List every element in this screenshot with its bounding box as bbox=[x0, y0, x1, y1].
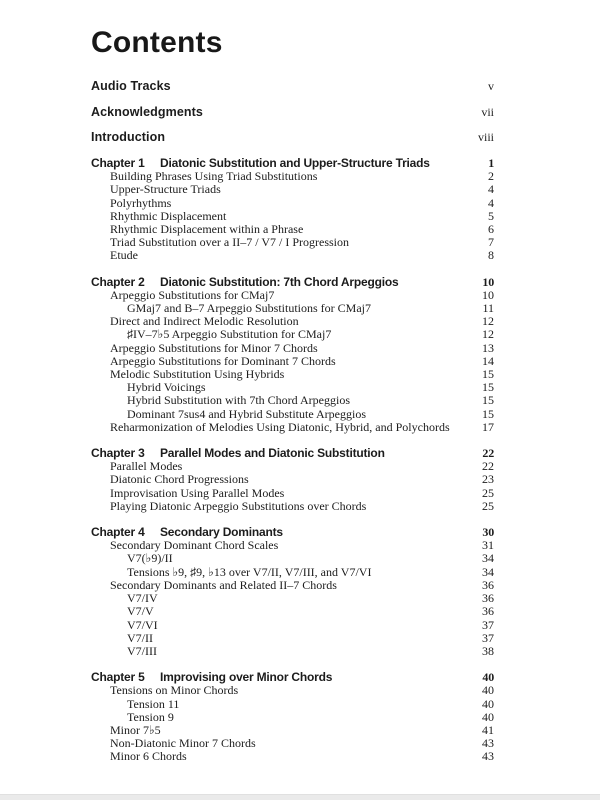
page-number: 36 bbox=[482, 577, 494, 592]
chapter-section bbox=[91, 526, 494, 658]
toc-entry-label: V7/VI bbox=[127, 617, 158, 632]
toc-entry-row bbox=[91, 698, 494, 711]
toc-entry-label: Improvisation Using Parallel Modes bbox=[110, 485, 285, 500]
page-number: 40 bbox=[482, 709, 494, 724]
page-number: 38 bbox=[482, 643, 494, 658]
page-number: 6 bbox=[488, 222, 494, 237]
chapter-list bbox=[91, 157, 494, 764]
page-number: 43 bbox=[482, 749, 494, 764]
toc-entry-row bbox=[91, 500, 494, 513]
chapter-section bbox=[91, 447, 494, 513]
page-number: 14 bbox=[482, 353, 494, 368]
toc-entry-row bbox=[91, 552, 494, 565]
chapter-section bbox=[91, 671, 494, 763]
toc-entry-row bbox=[91, 619, 494, 632]
page-number: 37 bbox=[482, 617, 494, 632]
toc-entry-row bbox=[91, 684, 494, 697]
page-number: 37 bbox=[482, 630, 494, 645]
toc-entry-label: Rhythmic Displacement within a Phrase bbox=[110, 222, 304, 237]
front-matter-list bbox=[91, 80, 494, 144]
toc-entry-label: Polyrhythms bbox=[110, 195, 172, 210]
page-number: 23 bbox=[482, 472, 494, 487]
toc-entry-label: Tensions ♭9, ♯9, ♭13 over V7/II, V7/III, and V7/VI bbox=[127, 564, 372, 579]
toc-entry-label: Building Phrases Using Triad Substitutions bbox=[110, 169, 318, 184]
chapter-number: Chapter 3 bbox=[91, 446, 145, 461]
toc-entry-row bbox=[91, 342, 494, 355]
toc-entry-label: Rhythmic Displacement bbox=[110, 208, 227, 223]
toc-entry-row bbox=[91, 750, 494, 763]
toc-entry-label: Upper-Structure Triads bbox=[110, 182, 221, 197]
chapter-title: Diatonic Substitution: 7th Chord Arpeggios bbox=[160, 274, 399, 289]
front-matter-row bbox=[91, 80, 494, 93]
page-number: 40 bbox=[482, 670, 494, 685]
toc-entry-label: Secondary Dominant Chord Scales bbox=[110, 538, 279, 553]
toc-entry-label: Minor 7♭5 bbox=[110, 722, 161, 737]
toc-entry-label: Secondary Dominants and Related II–7 Chords bbox=[110, 577, 337, 592]
page-number: 31 bbox=[482, 538, 494, 553]
page-number: 7 bbox=[488, 235, 494, 250]
page-number: 36 bbox=[482, 604, 494, 619]
toc-entry-label: GMaj7 and B–7 Arpeggio Substitutions for CMaj7 bbox=[127, 301, 371, 316]
page-number: 2 bbox=[488, 169, 494, 184]
toc-entry-row bbox=[91, 487, 494, 500]
page-number: 10 bbox=[482, 274, 494, 289]
page-number: 15 bbox=[482, 393, 494, 408]
toc-entry-label: ♯IV–7♭5 Arpeggio Substitution for CMaj7 bbox=[127, 327, 332, 342]
toc-entry-label: V7(♭9)/II bbox=[127, 551, 173, 566]
toc-entry-label: Hybrid Substitution with 7th Chord Arpeggios bbox=[127, 393, 351, 408]
toc-entry-row bbox=[91, 421, 494, 434]
chapter-section bbox=[91, 157, 494, 263]
page-bottom-scan-edge bbox=[0, 794, 600, 800]
toc-entry-label: Arpeggio Substitutions for Dominant 7 Chords bbox=[110, 353, 336, 368]
toc-entry-row bbox=[91, 632, 494, 645]
page-number: 41 bbox=[482, 722, 494, 737]
page-number: 15 bbox=[482, 380, 494, 395]
toc-entry-label: V7/V bbox=[127, 604, 154, 619]
page-number: 4 bbox=[488, 195, 494, 210]
page-number: 36 bbox=[482, 591, 494, 606]
toc-entry-row bbox=[91, 394, 494, 407]
chapter-number: Chapter 2 bbox=[91, 274, 145, 289]
toc-entry-row bbox=[91, 183, 494, 196]
toc-entry-label: Tensions on Minor Chords bbox=[110, 683, 239, 698]
page-number: 12 bbox=[482, 327, 494, 342]
toc-entry-label: Non-Diatonic Minor 7 Chords bbox=[110, 736, 256, 751]
chapter-number: Chapter 1 bbox=[91, 156, 145, 170]
page-number: 34 bbox=[482, 551, 494, 566]
page-number: 5 bbox=[488, 208, 494, 223]
page-number: 10 bbox=[482, 287, 494, 302]
front-matter-row bbox=[91, 106, 494, 119]
page-number: 8 bbox=[488, 248, 494, 263]
toc-entry-label: Minor 6 Chords bbox=[110, 749, 187, 764]
page-number: 22 bbox=[482, 459, 494, 474]
toc-entry-label: Playing Diatonic Arpeggio Substitutions over Chords bbox=[110, 498, 367, 513]
page-number: 15 bbox=[482, 406, 494, 421]
toc-entry-row bbox=[91, 236, 494, 249]
page-number: 40 bbox=[482, 696, 494, 711]
toc-entry-row bbox=[91, 197, 494, 210]
chapter-number: Chapter 4 bbox=[91, 525, 145, 540]
toc-entry-label: V7/II bbox=[127, 630, 153, 645]
chapter-title: Improvising over Minor Chords bbox=[160, 670, 333, 685]
toc-entry-label: V7/IV bbox=[127, 591, 158, 606]
toc-entry-label: Tension 9 bbox=[127, 709, 174, 724]
page-number: vii bbox=[481, 104, 494, 119]
toc-entry-label: V7/III bbox=[127, 643, 157, 658]
page-number: 40 bbox=[482, 683, 494, 698]
page-number: 22 bbox=[482, 446, 494, 461]
toc-entry-row bbox=[91, 605, 494, 618]
toc-entry-label: Arpeggio Substitutions for CMaj7 bbox=[110, 287, 275, 302]
front-matter-label: Acknowledgments bbox=[91, 104, 203, 119]
toc-entry-label: Triad Substitution over a II–7 / V7 / I Progression bbox=[110, 235, 349, 250]
toc-entry-label: Etude bbox=[110, 248, 138, 263]
page-number: 25 bbox=[482, 485, 494, 500]
chapter-title: Parallel Modes and Diatonic Substitution bbox=[160, 446, 385, 461]
chapter-section bbox=[91, 276, 494, 434]
toc-entry-label: Dominant 7sus4 and Hybrid Substitute Arpeggios bbox=[127, 406, 366, 421]
page-number: 25 bbox=[482, 498, 494, 513]
page-number: 34 bbox=[482, 564, 494, 579]
page-number: v bbox=[488, 79, 494, 93]
toc-entry-row bbox=[91, 473, 494, 486]
toc-entry-label: Melodic Substitution Using Hybrids bbox=[110, 367, 285, 382]
toc-entry-label: Reharmonization of Melodies Using Diatonic, Hybrid, and Polychords bbox=[110, 419, 450, 434]
toc-entry-row bbox=[91, 566, 494, 579]
page-number: 43 bbox=[482, 736, 494, 751]
page-number: 4 bbox=[488, 182, 494, 197]
page-title: Contents bbox=[91, 26, 223, 59]
page-number: 17 bbox=[482, 419, 494, 434]
chapter-title: Secondary Dominants bbox=[160, 525, 283, 540]
front-matter-row bbox=[91, 131, 494, 144]
chapter-heading-row bbox=[91, 276, 494, 289]
toc-entry-label: Tension 11 bbox=[127, 696, 180, 711]
page-number: 15 bbox=[482, 367, 494, 382]
page-number: 11 bbox=[482, 301, 494, 316]
page-number: viii bbox=[477, 130, 494, 144]
front-matter-label: Introduction bbox=[91, 130, 166, 144]
toc-entry-label: Hybrid Voicings bbox=[127, 380, 206, 395]
toc-entry-label: Arpeggio Substitutions for Minor 7 Chords bbox=[110, 340, 318, 355]
toc-entry-row bbox=[91, 328, 494, 341]
toc-entry-label: Direct and Indirect Melodic Resolution bbox=[110, 314, 299, 329]
page-number: 1 bbox=[488, 156, 494, 170]
toc-entry-label: Diatonic Chord Progressions bbox=[110, 472, 249, 487]
page-number: 13 bbox=[482, 340, 494, 355]
page-number: 30 bbox=[482, 525, 494, 540]
toc-entry-row bbox=[91, 711, 494, 724]
chapter-title: Diatonic Substitution and Upper-Structure Triads bbox=[160, 156, 430, 170]
toc-entry-row bbox=[91, 249, 494, 262]
toc-entry-label: Parallel Modes bbox=[110, 459, 183, 474]
chapter-number: Chapter 5 bbox=[91, 670, 145, 685]
page-content bbox=[91, 26, 494, 764]
page-number: 12 bbox=[482, 314, 494, 329]
toc-entry-row bbox=[91, 408, 494, 421]
toc-entry-row bbox=[91, 645, 494, 658]
front-matter-label: Audio Tracks bbox=[91, 79, 171, 93]
